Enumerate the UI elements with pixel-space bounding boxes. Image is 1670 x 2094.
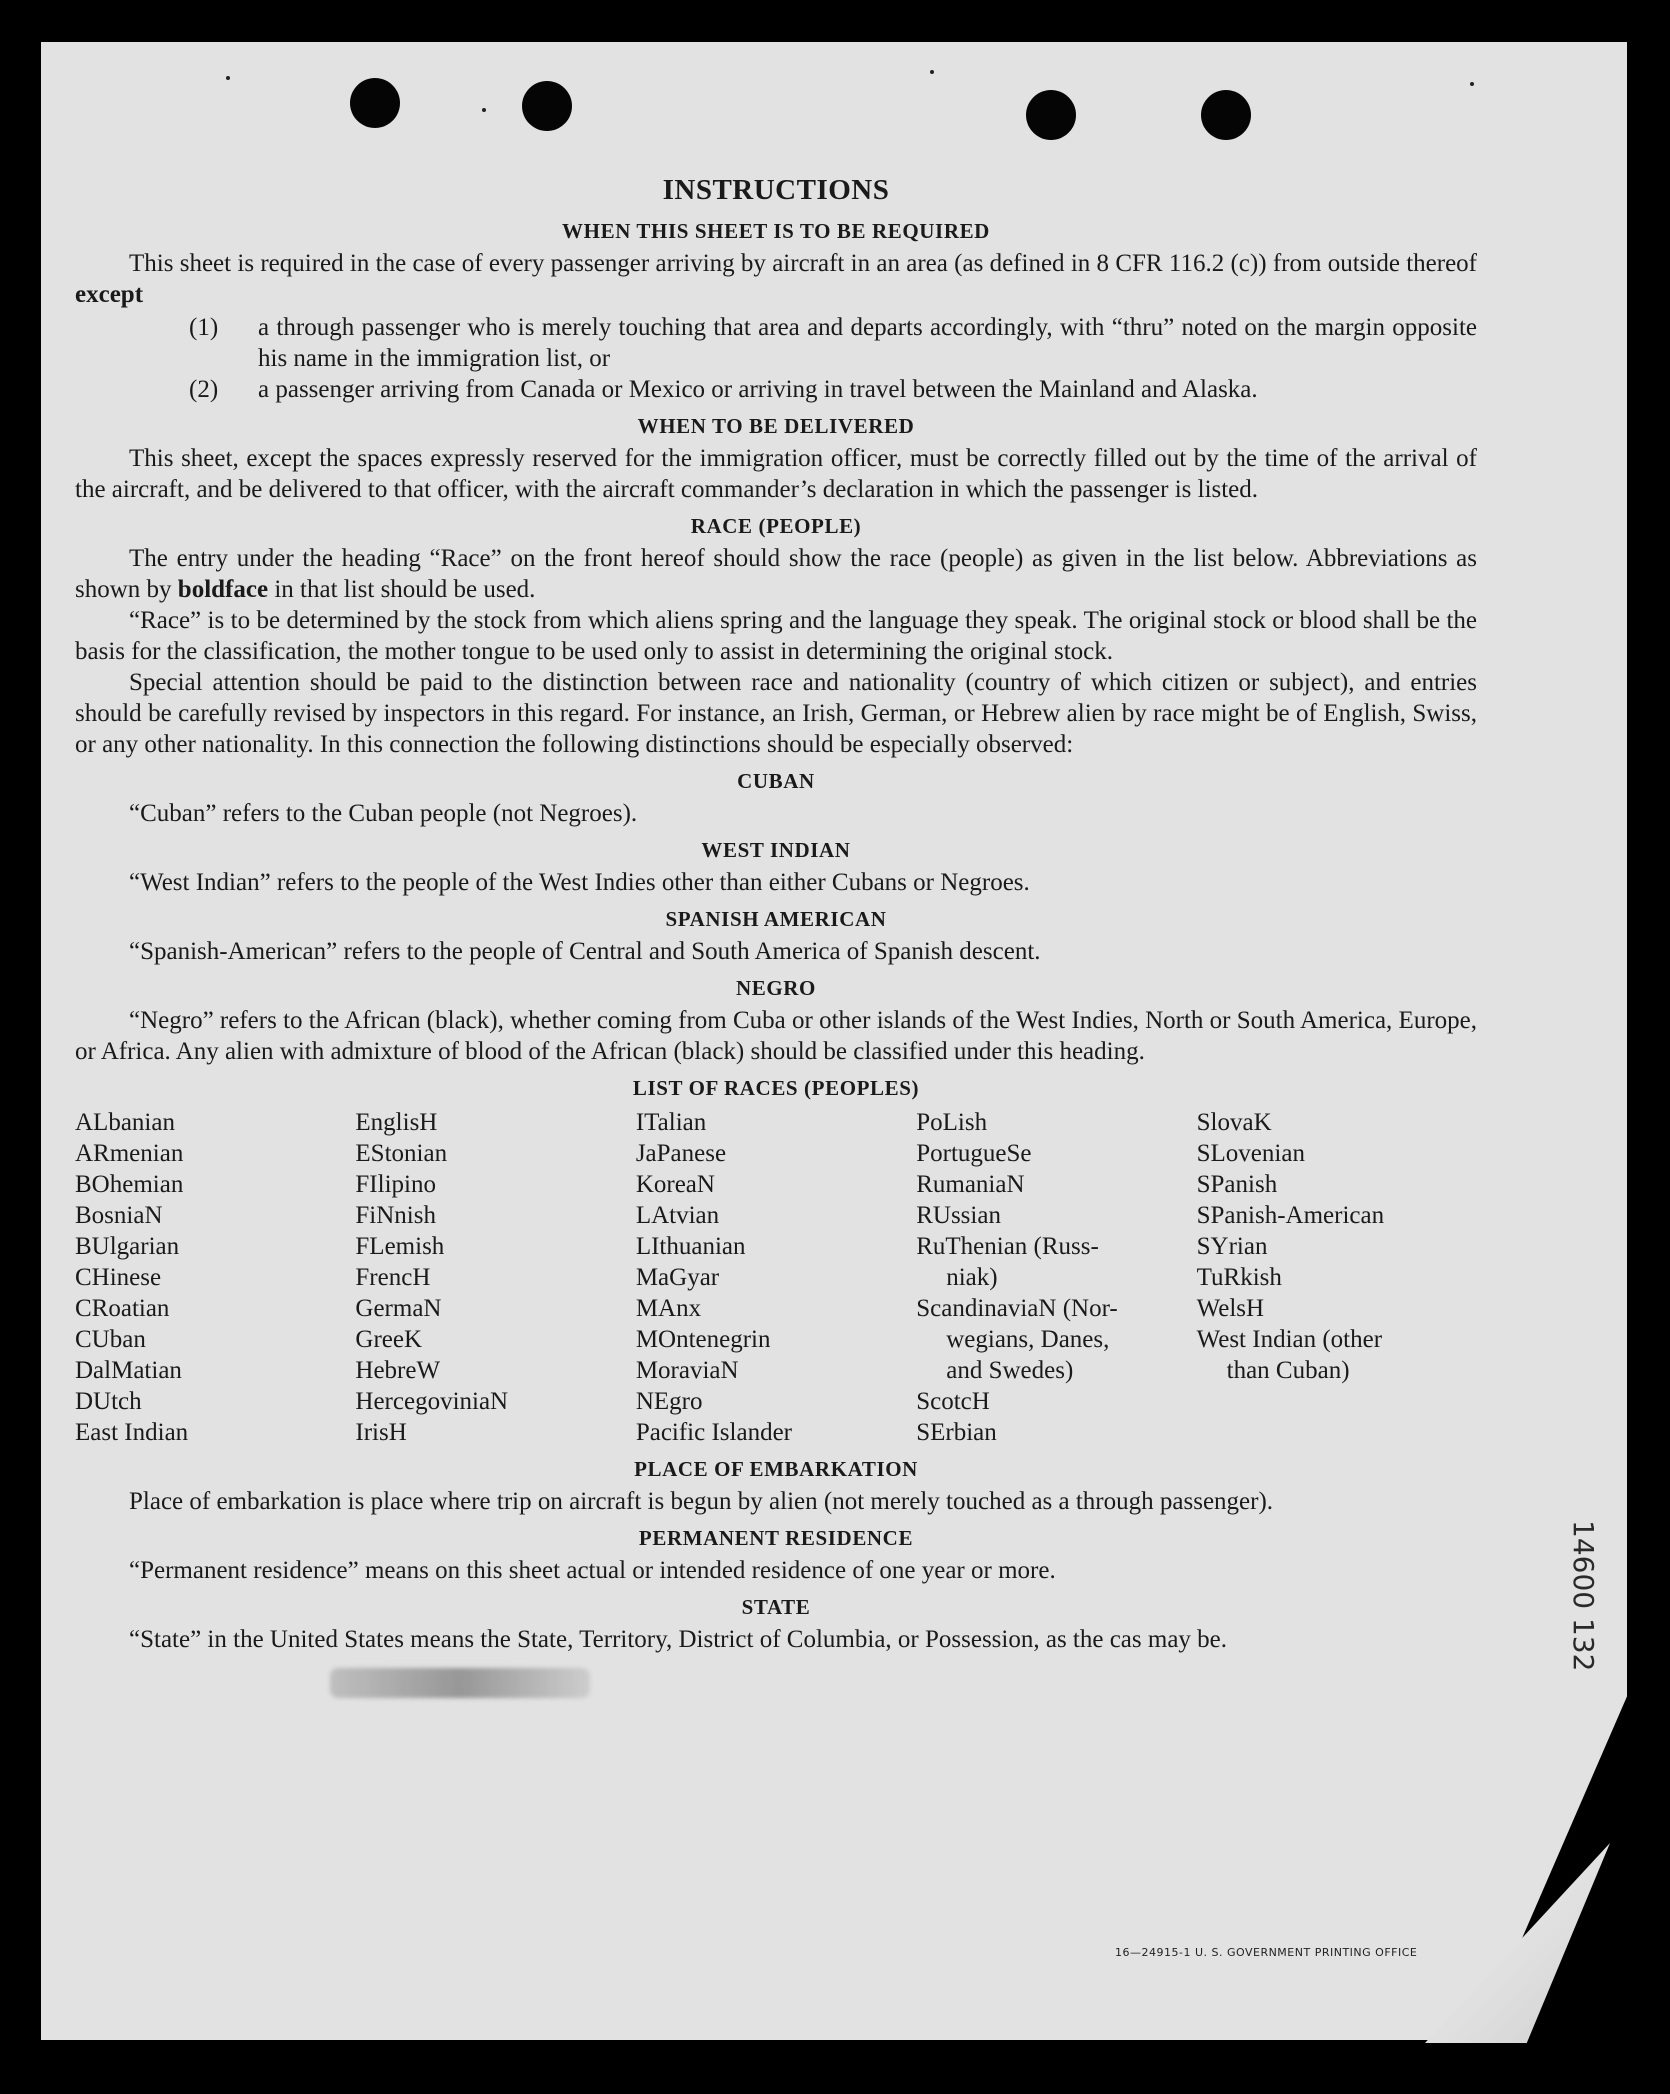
race-entry: WelsH: [1196, 1295, 1265, 1322]
race-entry: GermaN: [355, 1295, 442, 1322]
race-entry: CRoatian: [75, 1295, 170, 1322]
item-text: a passenger arriving from Canada or Mexico or arriving in travel between the Mainland and Alaska.: [258, 376, 1258, 403]
race-entry: East Indian: [75, 1419, 189, 1446]
race-entry: CUban: [75, 1326, 146, 1353]
instructions-content: [75, 170, 1477, 1655]
race-entry: RuThenian (Russ-: [916, 1233, 1099, 1260]
race-entry: ARmenian: [75, 1140, 184, 1167]
heading-west-indian: WEST INDIAN: [701, 838, 851, 862]
heading-residence: PERMANENT RESIDENCE: [638, 1526, 914, 1550]
heading-cuban: CUBAN: [737, 769, 815, 793]
race-entry: IrisH: [355, 1419, 407, 1446]
heading-delivered: WHEN TO BE DELIVERED: [637, 414, 915, 438]
page-title: INSTRUCTIONS: [662, 174, 890, 206]
margin-note-text: 14600 132: [1567, 1520, 1600, 1672]
race-entry: FrencH: [355, 1264, 431, 1291]
spanish-american-text: “Spanish-American” refers to the people of Central and South America of Spanish descent.: [129, 938, 1041, 965]
race-entry: MOntenegrin: [635, 1326, 771, 1353]
race-entry: LIthuanian: [635, 1233, 746, 1260]
race-entry: ALbanian: [75, 1109, 175, 1136]
race-entry: SPanish-American: [1196, 1202, 1385, 1229]
printer-footer: 16—24915-1 U. S. GOVERNMENT PRINTING OFFICE: [1115, 1946, 1418, 1959]
race-entry-continued: than Cuban): [1226, 1357, 1350, 1384]
embarkation-text: Place of embarkation is place where trip on aircraft is begun by alien (not merely touched as a through passenger).: [129, 1488, 1274, 1515]
race-entry: ITalian: [635, 1109, 707, 1136]
heading-state: STATE: [741, 1595, 811, 1619]
heading-required: WHEN THIS SHEET IS TO BE REQUIRED: [562, 219, 990, 243]
race-column: [75, 1107, 355, 1448]
race-entry: RumaniaN: [916, 1171, 1025, 1198]
race-entry: DUtch: [75, 1388, 142, 1415]
race-entry: KoreaN: [635, 1171, 715, 1198]
race-entry: TuRkish: [1196, 1264, 1282, 1291]
race-entry: RUssian: [916, 1202, 1001, 1229]
punch-hole: [350, 78, 400, 128]
required-intro: This sheet is required in the case of every passenger arriving by aircraft in an area (as defined in 8 CFR 116.2 (c)) from outside thereof except: [75, 250, 1477, 308]
race-entry: CHinese: [75, 1264, 162, 1291]
race-entry: GreeK: [355, 1326, 423, 1353]
race-entry: MoraviaN: [635, 1357, 739, 1384]
item-number: (1): [189, 314, 219, 341]
race-entry: MAnx: [635, 1295, 702, 1322]
race-entry: PoLish: [916, 1109, 988, 1136]
race-entry: DalMatian: [75, 1357, 182, 1384]
heading-spanish-american: SPANISH AMERICAN: [665, 907, 887, 931]
item-number: (2): [189, 376, 219, 403]
race-entry: ScandinaviaN (Nor-: [916, 1295, 1118, 1322]
state-text: “State” in the United States means the State, Territory, District of Columbia, or Possession, as the cas may be.: [129, 1626, 1228, 1653]
item-text: a through passenger who is merely touching that area and departs accordingly, with “thru” noted on the margin opposite his name in the immigration list, or: [258, 314, 1477, 372]
punch-hole: [1026, 90, 1076, 140]
race-entry: SYrian: [1196, 1233, 1268, 1260]
race-entry: FLemish: [355, 1233, 445, 1260]
speck: [226, 76, 230, 80]
negro-text: “Negro” refers to the African (black), whether coming from Cuba or other islands of the West Indies, North or South America, Europe, or Africa. Any alien with admixture of blood of the African (black) should be classified under this heading.: [75, 1007, 1477, 1065]
race-entry: PortugueSe: [916, 1140, 1032, 1167]
west-indian-text: “West Indian” refers to the people of the West Indies other than either Cubans or Negroes.: [129, 869, 1030, 896]
race-entry-continued: and Swedes): [946, 1357, 1074, 1384]
race-paragraph-1: The entry under the heading “Race” on the front hereof should show the race (people) as given in the list below. Abbreviations as shown by boldface in that list should be used.: [75, 545, 1477, 603]
race-entry: MaGyar: [635, 1264, 720, 1291]
race-column: [1197, 1107, 1477, 1448]
race-paragraph-2: “Race” is to be determined by the stock from which aliens spring and the language they speak. The original stock or blood shall be the basis for the classification, the mother tongue to be used only to assist in determining the original stock.: [75, 607, 1477, 665]
race-entry: LAtvian: [635, 1202, 720, 1229]
race-column: [355, 1107, 635, 1448]
required-item: [75, 374, 1477, 405]
heading-list-of-races: LIST OF RACES (PEOPLES): [632, 1076, 920, 1100]
race-entry: HercegoviniaN: [355, 1388, 509, 1415]
speck: [930, 70, 934, 74]
residence-text: “Permanent residence” means on this sheet actual or intended residence of one year or more.: [129, 1557, 1056, 1584]
race-entry: SlovaK: [1196, 1109, 1272, 1136]
race-entry: ScotcH: [916, 1388, 990, 1415]
race-entry: West Indian (other: [1196, 1326, 1383, 1353]
race-entry: BOhemian: [75, 1171, 184, 1198]
race-entry: EnglisH: [355, 1109, 438, 1136]
race-column: [916, 1107, 1196, 1448]
speck: [1470, 82, 1474, 86]
heading-race: RACE (PEOPLE): [690, 514, 862, 538]
race-entry: JaPanese: [635, 1140, 727, 1167]
required-item: [75, 312, 1477, 374]
race-entry: EStonian: [355, 1140, 448, 1167]
race-entry: SLovenian: [1196, 1140, 1305, 1167]
punch-hole: [1201, 90, 1251, 140]
cuban-text: “Cuban” refers to the Cuban people (not Negroes).: [129, 800, 638, 827]
race-entry: NEgro: [635, 1388, 703, 1415]
race-entry: HebreW: [355, 1357, 441, 1384]
race-list: [75, 1107, 1477, 1448]
speck: [482, 108, 486, 112]
race-entry: Pacific Islander: [635, 1419, 792, 1446]
race-entry: FiNnish: [355, 1202, 436, 1229]
punch-hole: [522, 81, 572, 131]
heading-negro: NEGRO: [735, 976, 816, 1000]
race-entry-continued: niak): [946, 1264, 998, 1291]
race-entry-continued: wegians, Danes,: [946, 1326, 1110, 1353]
ink-smudge: [330, 1668, 590, 1698]
heading-embarkation: PLACE OF EMBARKATION: [634, 1457, 918, 1481]
delivered-text: This sheet, except the spaces expressly reserved for the immigration officer, must be correctly filled out by the time of the arrival of the aircraft, and be delivered to that officer, with the aircraft commander’s declaration in which the passenger is listed.: [75, 445, 1477, 503]
race-entry: SErbian: [916, 1419, 997, 1446]
race-entry: SPanish: [1196, 1171, 1278, 1198]
race-entry: FIlipino: [355, 1171, 436, 1198]
handwritten-margin-note: [1500, 1520, 1620, 1680]
race-paragraph-3: Special attention should be paid to the distinction between race and nationality (country of which citizen or subject), and entries should be carefully revised by inspectors in this regard. For instance, an Irish, German, or Hebrew alien by race might be of English, Swiss, or any other nationality. In this connection the following distinctions should be especially observed:: [75, 669, 1477, 758]
race-entry: BUlgarian: [75, 1233, 180, 1260]
race-column: [636, 1107, 916, 1448]
race-entry: BosniaN: [75, 1202, 163, 1229]
